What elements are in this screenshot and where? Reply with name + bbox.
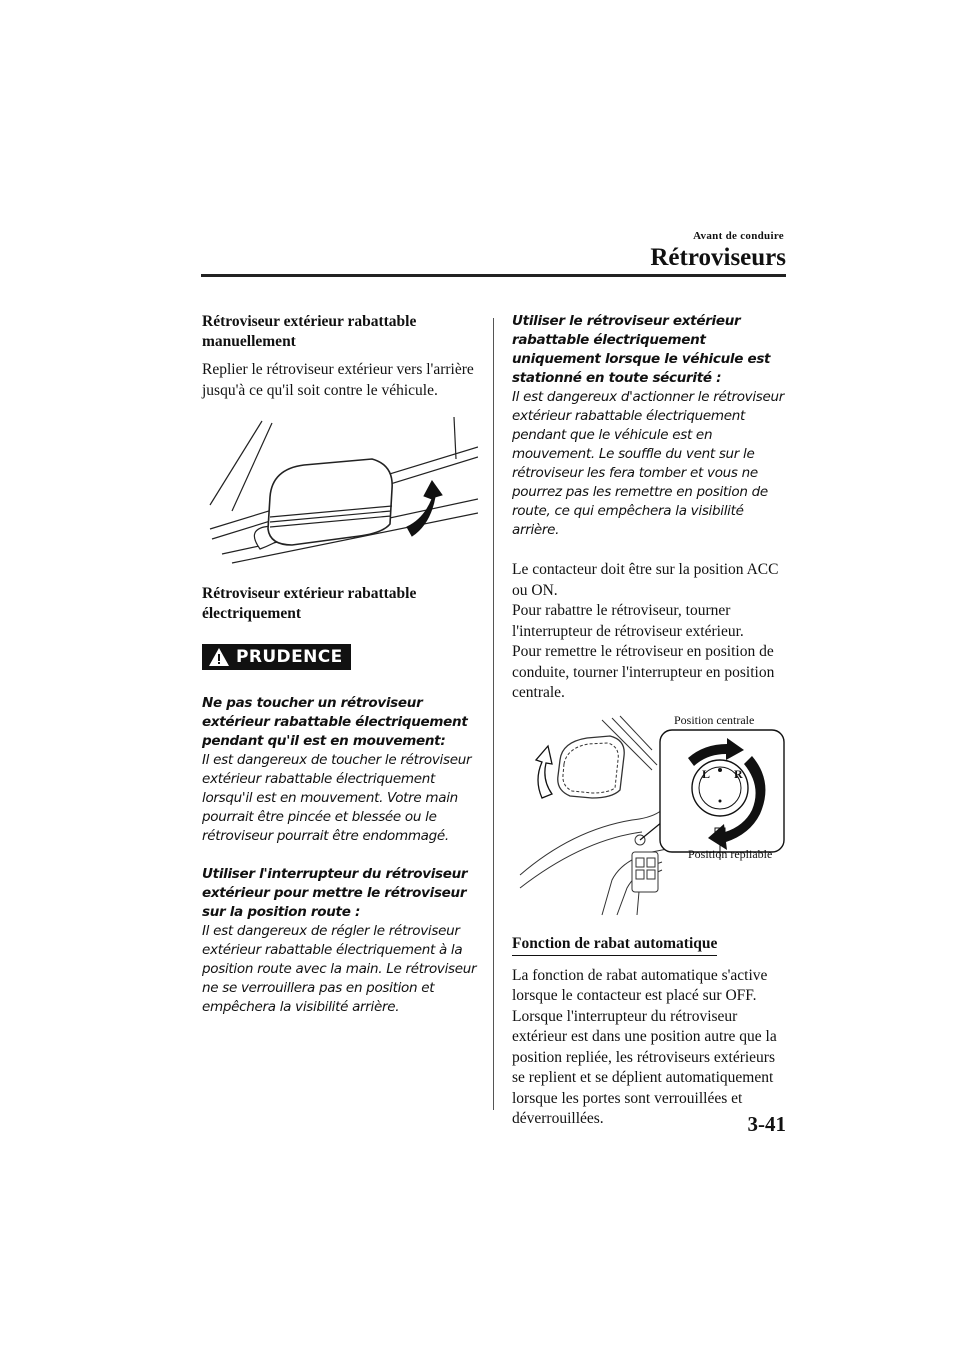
switch-inset [660, 730, 784, 860]
label-position-centrale: Position centrale [674, 712, 755, 727]
column-divider [493, 318, 494, 1110]
header-rule [201, 274, 786, 277]
mirror-switch-illustration [512, 710, 788, 920]
manual-mirror-illustration [202, 409, 478, 574]
warning-icon [208, 647, 230, 667]
warning-3-title: Utiliser le rétroviseur extérieur rabattable électriquement uniquement lorsque le véhicule est stationné en toute sécurité : [512, 313, 771, 386]
warning-2-title: Utiliser l'interrupteur du rétroviseur extérieur pour mettre le rétroviseur sur la position route : [202, 866, 468, 920]
ignition-text: Le contacteur doit être sur la position ACC ou ON. [512, 561, 779, 599]
auto-fold-text: La fonction de rabat automatique s'active lorsque le contacteur est placé sur OFF. Lorsque l'interrupteur du rétroviseur extérieur est dans une position autre que la position repliée, les rétroviseurs extérieurs se replient et se déplient automatiquement lorsque les portes sont verrouillées et déverrouillées. [512, 966, 777, 1127]
right-column [512, 312, 788, 1130]
auto-fold-heading: Fonction de rabat automatique [512, 934, 717, 956]
unfold-instruction-text: Pour remettre le rétroviseur en position de conduite, tourner l'interrupteur en position centrale. [512, 643, 775, 701]
label-position-repliable: Position repliable [688, 846, 773, 861]
switch-right-label: R [734, 766, 743, 781]
manual-fold-heading: Rétroviseur extérieur rabattable manuellement [202, 313, 417, 350]
warning-1-title: Ne pas toucher un rétroviseur extérieur rabattable électriquement pendant qu'il est en mouvement: [202, 695, 468, 749]
warning-2-text: Il est dangereux de régler le rétroviseur extérieur rabattable électriquement à la position route avec la main. Le rétroviseur ne se verrouillera pas en position et empêchera la visibilité arrière. [202, 923, 477, 1015]
warning-1-text: Il est dangereux de toucher le rétroviseur extérieur rabattable électriquement lorsqu'il est en mouvement. Votre main pourrait être pincée et blessée ou le rétroviseur pourrait être endommagé. [202, 752, 472, 844]
caution-label: PRUDENCE [236, 647, 343, 667]
caution-badge [202, 644, 478, 672]
switch-left-label: L [702, 766, 711, 781]
mirror-fold-arrow-icon [536, 746, 552, 798]
fold-arrow-icon [407, 481, 442, 536]
electric-fold-heading: Rétroviseur extérieur rabattable électriquement [202, 585, 417, 622]
manual-fold-text: Replier le rétroviseur extérieur vers l'arrière jusqu'à ce qu'il soit contre le véhicule. [202, 361, 474, 399]
warning-3-text: Il est dangereux d'actionner le rétroviseur extérieur rabattable électriquement pendant que le véhicule est en mouvement. Le souffle du vent sur le rétroviseur les fera tomber et vous ne pourrez pas les remettre en position de route, ce qui empêchera la visibilité arrière. [512, 389, 785, 538]
left-column [202, 312, 478, 1017]
page-title: Rétroviseurs [650, 244, 786, 271]
header-section-label: Avant de conduire [693, 230, 784, 242]
fold-instruction-text: Pour rabattre le rétroviseur, tourner l'interrupteur de rétroviseur extérieur. [512, 602, 744, 640]
page-number: 3-41 [747, 1112, 786, 1136]
